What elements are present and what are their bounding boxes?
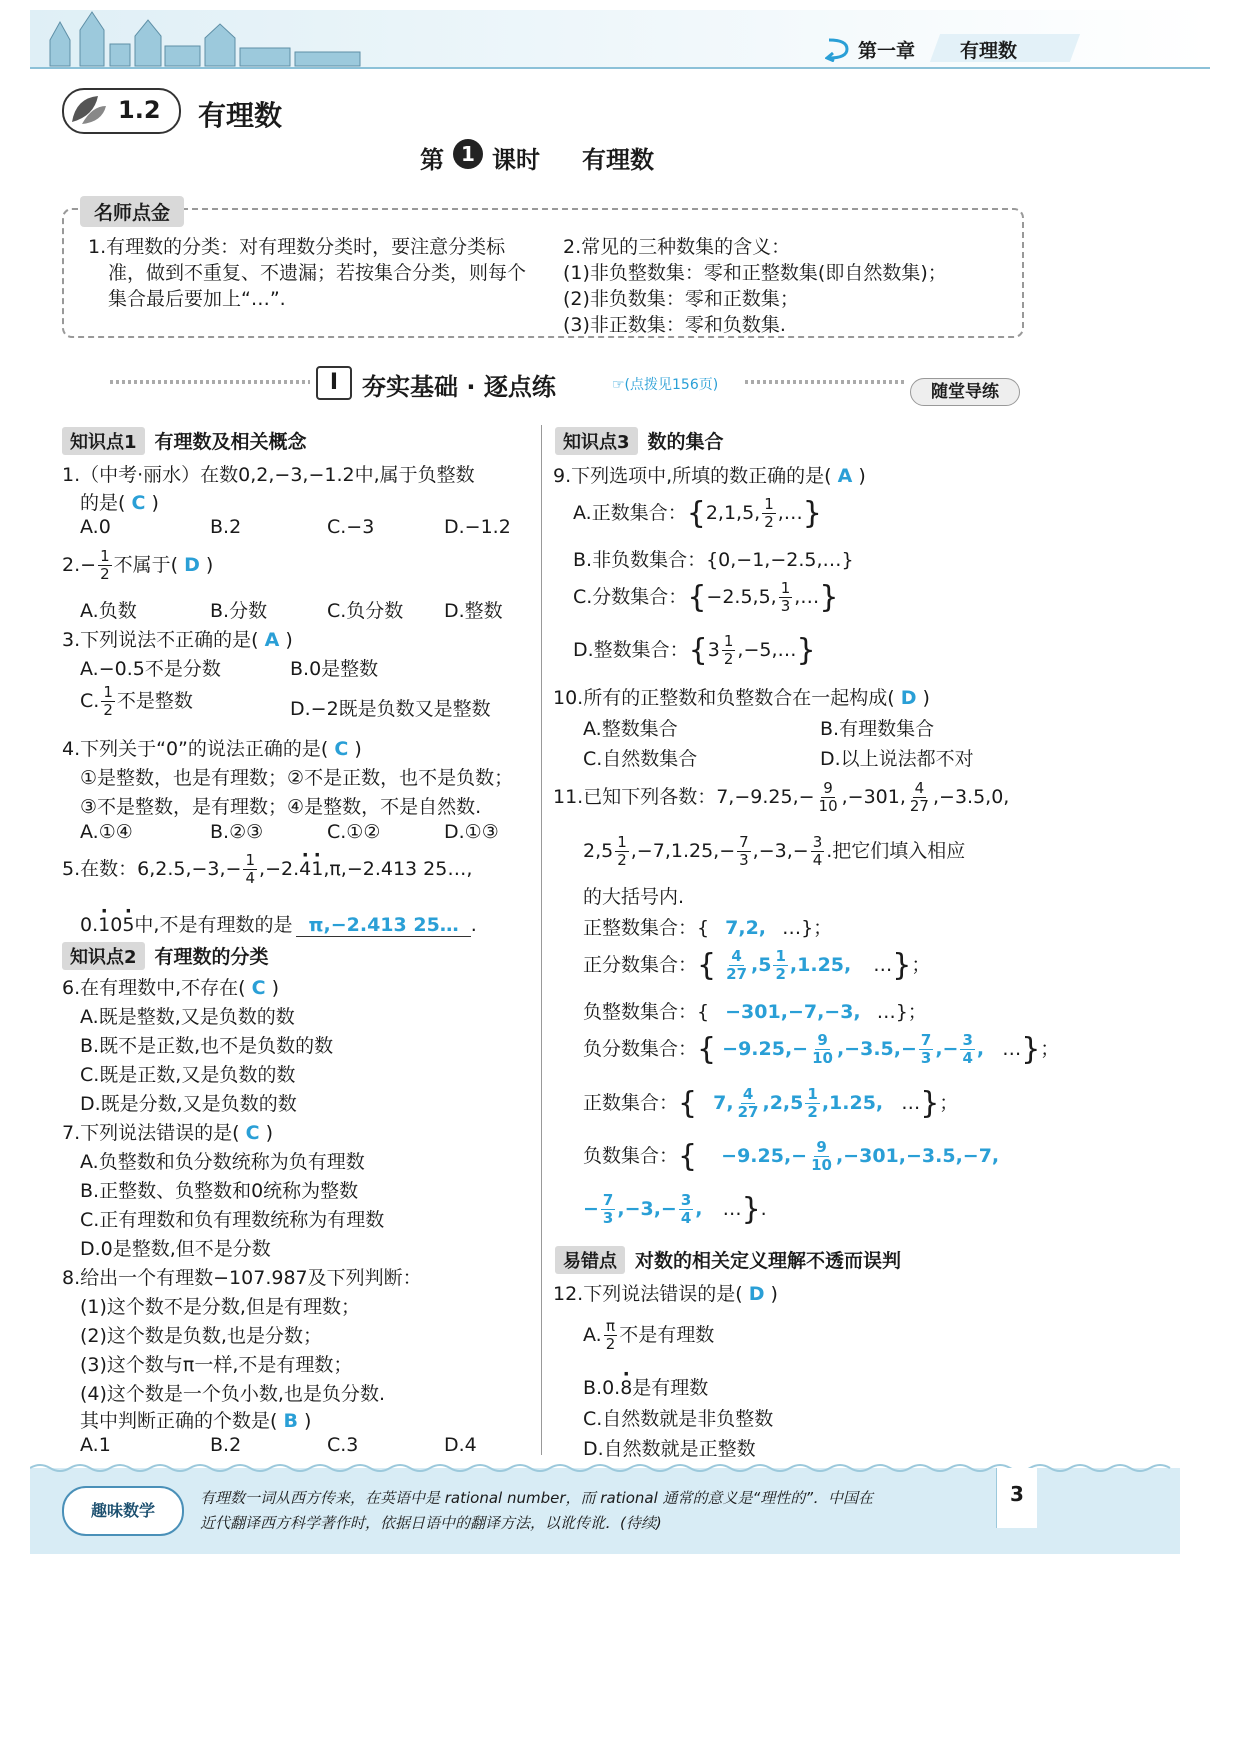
q11-neg-label: 负数集合： — [583, 1145, 679, 1167]
q12-b-repeat-digit: · 8 — [620, 1377, 632, 1399]
q3-opt-c-frac — [101, 684, 115, 719]
q9-c-num: 1 — [780, 579, 791, 597]
q11-f2-num: 4 — [914, 779, 925, 797]
q12-b-pre: B.0. — [583, 1377, 621, 1399]
tips-right-1: 2.常见的三种数集的含义： — [563, 236, 791, 258]
q2-opt-d: D.整数 — [444, 600, 503, 622]
q4-line1: ①是整数，也是有理数；②不是正数，也不是负数； — [80, 767, 514, 789]
q11-pf-frac-2 — [773, 948, 787, 983]
q12-opt-a — [583, 1318, 714, 1353]
q2-opt-b: B.分数 — [210, 600, 268, 622]
q9-d-brace-open: { — [688, 633, 708, 668]
q11-pos-frac-end: … — [873, 954, 893, 976]
q11-n-b: ,−301,−3.5,−7, — [835, 1145, 1000, 1167]
q11-n-frac-1 — [809, 1139, 834, 1174]
q9-opt-d — [573, 633, 816, 668]
q11-stem — [553, 780, 1009, 815]
q11-pos-int-label: 正整数集合：{ — [583, 917, 710, 939]
q2-opt-a: A.负数 — [80, 600, 137, 622]
q9-d-end: ,−5,… — [737, 639, 797, 661]
q3-opt-c-num: 1 — [103, 683, 113, 701]
kp3-label: 知识点3 — [555, 427, 638, 455]
q5-l2-repeat-digit-1: · 1 — [98, 914, 110, 936]
q3-answer: A — [264, 629, 280, 651]
q11-nf-b: ,−3.5,− — [836, 1038, 917, 1060]
q9-a-brace-close: } — [802, 496, 822, 531]
banner-line-left — [110, 380, 310, 384]
q10-stem-text: 10.所有的正整数和负整数合在一起构成( — [553, 687, 895, 709]
q6-opt-a: A.既是整数,又是负数的数 — [80, 1006, 295, 1028]
section-title: 有理数 — [198, 99, 283, 132]
q11-neg-int-label: 负整数集合：{ — [583, 1001, 710, 1023]
q3-opt-b: B.0是整数 — [290, 658, 379, 680]
q11-l2-mid: ,−7,1.25,− — [630, 840, 736, 862]
q9-d-frac — [722, 633, 736, 668]
kp1-title: 有理数及相关概念 — [154, 431, 307, 453]
q10-opt-b: B.有理数集合 — [820, 718, 935, 740]
q3-close: ) — [285, 629, 293, 651]
kp1-heading — [62, 427, 307, 455]
q4-opt-a: A.①④ — [80, 821, 133, 843]
q11-p-d1: 27 — [737, 1103, 759, 1121]
q9-c-brace-open: { — [687, 580, 707, 615]
q4-stem-text: 4.下列关于“0”的说法正确的是( — [62, 738, 329, 760]
q9-a-frac — [762, 496, 776, 531]
q1-stem2 — [80, 488, 159, 515]
q9-d-pre: D.整数集合： — [573, 639, 689, 661]
q9-c-den: 3 — [780, 597, 791, 615]
q12-opt-d: D.自然数就是正整数 — [583, 1438, 756, 1460]
q11-nf-frac-1 — [810, 1032, 835, 1067]
q11-neg-int-end: …}； — [876, 1001, 927, 1023]
q5-line2 — [80, 910, 477, 937]
q12-stem — [553, 1279, 778, 1306]
header-chapter: 第一章 — [858, 40, 916, 62]
q11-f3-num: 1 — [617, 833, 627, 851]
lesson-prefix: 第 — [420, 146, 444, 174]
q2-pre: 2.− — [62, 554, 97, 576]
q9-d-brace-close: } — [796, 633, 816, 668]
q1-opt-b: B.2 — [210, 516, 242, 538]
footer-text-1: 有理数一词从西方传来，在英语中是 rational number，而 rational 通常的意义是“理性的”．中国在 — [200, 1489, 874, 1507]
q11-neg-brace-open: { — [678, 1139, 698, 1174]
q11-p-frac-2 — [805, 1086, 819, 1121]
q12-opt-b — [583, 1373, 708, 1400]
q11-n2-d2: 4 — [680, 1209, 692, 1227]
q11-n2-c: , — [695, 1198, 703, 1220]
q10-opt-c: C.自然数集合 — [583, 748, 698, 770]
q11-nf-d3: 4 — [962, 1049, 973, 1067]
q5-repeat-digit-1: · 4 — [299, 858, 311, 880]
q11-neg-answer-2 — [583, 1191, 703, 1227]
q11-neg — [583, 1139, 999, 1174]
q11-f2-den: 27 — [909, 797, 929, 815]
q11-line3: 的大括号内. — [583, 886, 685, 908]
q5-frac-num: 1 — [245, 851, 256, 869]
header-chapter-title: 有理数 — [960, 40, 1018, 62]
q6-close: ) — [271, 977, 280, 999]
q11-f4-num: 7 — [739, 833, 749, 851]
q8-line-2: (2)这个数是负数,也是分数； — [80, 1325, 322, 1347]
q2-opt-c: C.负分数 — [327, 600, 404, 622]
q8-opt-c: C.3 — [327, 1434, 359, 1456]
q11-neg-answer — [721, 1138, 1000, 1174]
q7-opt-c: C.正有理数和负有理数统称为有理数 — [80, 1209, 385, 1231]
q7-answer: C — [245, 1122, 260, 1144]
q5-l2-mid: 0 — [110, 914, 123, 936]
q12-a-frac — [604, 1318, 618, 1353]
q12-close: ) — [770, 1283, 778, 1305]
q1-opt-c: C.−3 — [327, 516, 375, 538]
q9-opt-a — [573, 496, 822, 531]
q8-opt-d: D.4 — [444, 1434, 477, 1456]
q11-n2-a: − — [583, 1198, 599, 1220]
q11-p-b: ,2,5 — [762, 1092, 804, 1114]
q3-opt-c-den: 2 — [103, 701, 113, 719]
q5-end: . — [470, 914, 477, 936]
q11-neg-int — [583, 997, 927, 1024]
q11-pos-end: … — [901, 1092, 921, 1114]
q3-stem — [62, 625, 293, 652]
q11-frac-2 — [908, 780, 931, 815]
q7-close: ) — [265, 1122, 274, 1144]
page-number: 3 — [996, 1468, 1037, 1528]
q11-stem-pre: 11.已知下列各数：7,−9.25,− — [553, 786, 815, 808]
leaf-icon — [68, 92, 108, 131]
err-heading — [555, 1246, 901, 1274]
q5-frac — [243, 852, 257, 887]
q9-opt-b: B.非负数集合：{0,−1,−2.5,…} — [573, 549, 854, 571]
q11-nf-n3: 3 — [962, 1031, 973, 1049]
q11-neg-line2: − $\frac{7}{3}$ ,−3,− $\frac{3}{4}$ , …}. — [583, 1191, 767, 1227]
q9-c-pre: C.分数集合： — [573, 586, 688, 608]
q11-n-n1: 9 — [816, 1138, 827, 1156]
q11-mid2: ,−3.5,0, — [932, 786, 1010, 808]
banner-roman: I — [316, 366, 352, 400]
q9-a-brace-open: { — [686, 496, 706, 531]
footer-logo: 趣味数学 — [62, 1486, 184, 1536]
tips-right-3: (2)非负数集：零和正数集； — [563, 288, 799, 310]
q12-a-num: π — [605, 1317, 615, 1335]
q11-p-frac-1 — [736, 1086, 761, 1121]
q11-f3-den: 2 — [617, 851, 627, 869]
q8-opt-a: A.1 — [80, 1434, 111, 1456]
q2-frac-num: 1 — [100, 547, 110, 565]
q12-a-den: 2 — [605, 1335, 616, 1353]
q11-p-n1: 4 — [742, 1085, 754, 1103]
q2-answer: D — [184, 554, 200, 576]
q11-pf-post: ,1.25, — [789, 954, 852, 976]
q11-nf-n1: 9 — [817, 1031, 828, 1049]
q8-opt-b: B.2 — [210, 1434, 242, 1456]
q11-n-a: −9.25,− — [721, 1145, 808, 1167]
q6-answer: C — [251, 977, 266, 999]
q3-stem-text: 3.下列说法不正确的是( — [62, 629, 259, 651]
q11-p-n2: 1 — [807, 1085, 818, 1103]
q7-opt-b: B.正整数、负整数和0统称为整数 — [80, 1180, 359, 1202]
q11-frac-1 — [817, 780, 840, 815]
q9-d-den: 2 — [723, 650, 734, 668]
tips-right-4: (3)非正数集：零和负数集. — [563, 314, 786, 336]
lesson-suffix: 课时 — [492, 146, 540, 174]
kp2-heading — [62, 942, 269, 970]
q11-f1-den: 10 — [818, 797, 838, 815]
q8-line-4: (4)这个数是一个负小数,也是负分数. — [80, 1383, 385, 1405]
q9-a-set: 2,1,5, — [705, 502, 761, 524]
column-divider — [541, 425, 542, 1455]
q4-opt-d: D.①③ — [444, 821, 499, 843]
q5-l2-repeat-digit-2: · 5 — [122, 914, 134, 936]
q11-nf-c: ,− — [935, 1038, 959, 1060]
q1-stem2-text: 的是( — [80, 492, 126, 514]
kp3-heading — [555, 427, 724, 455]
q10-answer: D — [900, 687, 917, 709]
tips-label: 名师点金 — [80, 196, 184, 227]
q7-opt-a: A.负整数和负分数统称为负有理数 — [80, 1151, 365, 1173]
q6-stem-text: 6.在有理数中,不存在( — [62, 977, 246, 999]
q8-stem: 8.给出一个有理数−107.987及下列判断： — [62, 1267, 422, 1289]
q5-l2-post: 中,不是有理数的是 — [134, 914, 293, 936]
q12-stem-text: 12.下列说法错误的是( — [553, 1283, 743, 1305]
kp2-label: 知识点2 — [62, 942, 145, 970]
q11-neg-frac: 负分数集合：{ −9.25,− $\frac{9}{10}$ ,−3.5,− $\frac{7}{3}$ ,− $\frac{3}{4}$ , …}； — [583, 1031, 1060, 1067]
q9-stem — [553, 461, 866, 488]
q6-opt-b: B.既不是正数,也不是负数的数 — [80, 1035, 334, 1057]
q11-p-d2: 2 — [807, 1103, 818, 1121]
q8-line-3: (3)这个数与π一样,不是有理数； — [80, 1354, 353, 1376]
q5-post: ,π,−2.413 25…, — [323, 858, 473, 880]
q4-answer: C — [334, 738, 349, 760]
q10-close: ) — [922, 687, 930, 709]
q5-answer: π,−2.413 25… — [308, 914, 459, 936]
q4-line2: ③不是整数，是有理数；④是整数，不是自然数. — [80, 796, 482, 818]
q4-stem — [62, 734, 362, 761]
q11-pf-frac-1 — [724, 948, 749, 983]
q9-close: ) — [858, 465, 866, 487]
q9-a-den: 2 — [764, 513, 774, 531]
banner-line-right — [745, 380, 905, 384]
q8-last-text: 其中判断正确的个数是( — [80, 1410, 278, 1432]
q9-c-end: ,… — [794, 586, 820, 608]
banner-tag: 随堂导练 — [910, 378, 1020, 406]
q11-f5-num: 3 — [812, 833, 823, 851]
q11-l2-mid2: ,−3,− — [752, 840, 809, 862]
q11-pos-label: 正数集合： — [583, 1092, 679, 1114]
q9-opt-c — [573, 580, 838, 615]
q11-nf-frac-2 — [919, 1032, 933, 1067]
tips-left-3: 集合最后要加上“…”. — [108, 288, 286, 310]
q9-a-pre: A.正数集合： — [573, 502, 687, 524]
q1-stem: 1.（中考·丽水）在数0,2,−3,−1.2中,属于负整数 — [62, 464, 475, 486]
q11-pos-int — [583, 913, 832, 940]
q9-c-frac — [779, 580, 793, 615]
q11-frac-4 — [737, 834, 751, 869]
header-arrow-icon — [825, 36, 851, 67]
section-number: 1.2 — [118, 96, 161, 124]
q11-pf-d2: 2 — [775, 965, 786, 983]
q3-opt-a: A.−0.5不是分数 — [80, 658, 221, 680]
q11-n2-n2: 3 — [680, 1191, 692, 1209]
q12-a-pre: A. — [583, 1324, 602, 1346]
q11-neg-end: … — [722, 1198, 742, 1220]
kp1-label: 知识点1 — [62, 427, 145, 455]
q10-opt-d: D.以上说法都不对 — [820, 748, 974, 770]
q2-close: ) — [205, 554, 214, 576]
q9-d-num: 1 — [723, 632, 734, 650]
q3-opt-c — [80, 684, 193, 719]
q11-pos-brace-open: { — [678, 1086, 698, 1121]
q11-mid1: ,−301, — [841, 786, 906, 808]
q11-frac-3 — [615, 834, 629, 869]
q11-f1-num: 9 — [823, 779, 833, 797]
q2-stem-text: 不属于( — [113, 554, 179, 576]
q5-l2-pre: 0. — [80, 914, 99, 936]
q11-pos-frac-answer — [722, 947, 852, 983]
q11-nf-frac-3 — [960, 1032, 974, 1067]
q4-close: ) — [354, 738, 362, 760]
q12-a-post: 不是有理数 — [619, 1324, 715, 1346]
q1-opt-d: D.−1.2 — [444, 516, 511, 538]
q5-stem — [62, 852, 472, 887]
q2-stem — [62, 548, 213, 583]
q7-stem — [62, 1118, 273, 1145]
q1-opt-a: A.0 — [80, 516, 111, 538]
q11-line2 — [583, 834, 965, 869]
tips-left-2: 准，做到不重复、不遗漏；若按集合分类，则每个 — [108, 262, 527, 284]
q11-p-a: 7, — [713, 1092, 734, 1114]
q9-c-set: −2.5,5, — [706, 586, 777, 608]
q7-opt-d: D.0是整数,但不是分数 — [80, 1238, 271, 1260]
q11-n2-n1: 7 — [602, 1191, 614, 1209]
q5-repeat-digit-2: · 1 — [311, 858, 323, 880]
q7-stem-text: 7.下列说法错误的是( — [62, 1122, 240, 1144]
q11-f5-den: 4 — [812, 851, 823, 869]
err-title: 对数的相关定义理解不透而误判 — [635, 1250, 902, 1272]
q11-neg-frac-label: 负分数集合： — [583, 1038, 698, 1060]
lesson-number-badge: 1 — [453, 139, 483, 169]
lesson-title: 有理数 — [582, 146, 654, 174]
q11-pos-int-answer: 7,2, — [725, 917, 767, 939]
q11-l2-post: .把它们填入相应 — [826, 840, 966, 862]
q11-pos-brace-close: } — [920, 1086, 940, 1121]
q11-pos-frac-brace-open: { — [697, 948, 717, 983]
q3-opt-c-post: 不是整数 — [116, 690, 193, 712]
tips-right-2: (1)非负整数集：零和正整数集(即自然数集)； — [563, 262, 947, 284]
q12-b-post: 是有理数 — [632, 1377, 709, 1399]
q9-a-end: ,… — [777, 502, 803, 524]
q9-a-num: 1 — [764, 495, 774, 513]
q5-answer-blank — [296, 914, 470, 937]
q11-pos-int-end: …}； — [782, 917, 833, 939]
q11-nf-a: −9.25,− — [722, 1038, 809, 1060]
q11-pf-mid: ,5 — [751, 954, 772, 976]
q9-stem-text: 9.下列选项中,所填的数正确的是( — [553, 465, 832, 487]
q8-line-1: (1)这个数不是分数,但是有理数； — [80, 1296, 360, 1318]
q11-neg-brace-close: } — [741, 1192, 761, 1227]
kp3-title: 数的集合 — [647, 431, 724, 453]
q11-n2-frac-2 — [679, 1192, 693, 1227]
q9-answer: A — [837, 465, 853, 487]
q11-pf-d1: 27 — [726, 965, 748, 983]
banner-ref: ☞(点拨见156页) — [612, 377, 719, 393]
q11-nf-d1: 10 — [812, 1049, 833, 1067]
q6-opt-d: D.既是分数,又是负数的数 — [80, 1093, 297, 1115]
q9-d-set: 3 — [707, 639, 720, 661]
q11-l2-pre: 2,5 — [583, 840, 614, 862]
q4-opt-c: C.①② — [327, 821, 381, 843]
q11-p-c: ,1.25, — [821, 1092, 884, 1114]
q3-opt-d: D.−2既是负数又是整数 — [290, 698, 491, 720]
q5-frac-den: 4 — [245, 869, 256, 887]
q8-answer: B — [283, 1410, 298, 1432]
q2-frac-den: 2 — [100, 565, 110, 583]
q11-frac-5 — [811, 834, 825, 869]
q11-pos-frac-label: 正分数集合： — [583, 954, 698, 976]
q11-pf-n2: 1 — [775, 947, 786, 965]
q5-pre: 5.在数：6,2.5,−3,− — [62, 858, 242, 880]
q11-nf-d2: 3 — [920, 1049, 932, 1067]
q8-last — [80, 1406, 311, 1433]
kp2-title: 有理数的分类 — [154, 946, 269, 968]
q11-neg-frac-brace-open: { — [697, 1032, 717, 1067]
q11-neg-frac-brace-close: } — [1021, 1032, 1041, 1067]
q11-neg-int-answer: −301,−7,−3, — [725, 1001, 861, 1023]
q11-pos: 正数集合：{ 7, $\frac{4}{27}$ ,2,5 $\frac{1}{2}$ ,1.25, …}； — [583, 1085, 959, 1121]
banner-title: 夯实基础 · 逐点练 — [362, 373, 556, 401]
q5-mid: ,−2. — [259, 858, 300, 880]
q11-pos-frac: 正分数集合：{ $\frac{4}{27}$ ,5 $\frac{1}{2}$ ,1.25, …}； — [583, 947, 931, 983]
q11-pos-frac-brace-close: } — [892, 948, 912, 983]
q11-nf-n2: 7 — [920, 1031, 932, 1049]
q6-opt-c: C.既是正数,又是负数的数 — [80, 1064, 296, 1086]
q10-stem — [553, 683, 930, 710]
q6-stem — [62, 973, 279, 1000]
q11-nf-post: , — [976, 1038, 985, 1060]
q10-opt-a: A.整数集合 — [583, 718, 678, 740]
q1-answer: C — [131, 492, 146, 514]
q11-n-d1: 10 — [811, 1156, 832, 1174]
q2-fraction — [98, 548, 112, 583]
q1-close: ) — [151, 492, 159, 514]
q11-f4-den: 3 — [739, 851, 749, 869]
q12-answer: D — [748, 1283, 765, 1305]
footer-text-2: 近代翻译西方科学著作时，依据日语中的翻译方法，以讹传讹．(待续) — [200, 1514, 662, 1532]
q3-opt-c-pre: C. — [80, 690, 100, 712]
q11-pos-answer — [713, 1085, 884, 1121]
q4-opt-b: B.②③ — [210, 821, 264, 843]
q11-neg-frac-end: … — [1002, 1038, 1022, 1060]
q9-c-brace-close: } — [819, 580, 839, 615]
q11-n2-frac-1 — [601, 1192, 615, 1227]
q11-pf-n1: 4 — [731, 947, 742, 965]
tips-left-1: 1.有理数的分类：对有理数分类时，要注意分类标 — [88, 236, 506, 258]
q8-close: ) — [304, 1410, 312, 1432]
err-label: 易错点 — [555, 1246, 625, 1274]
q12-opt-c: C.自然数就是非负整数 — [583, 1408, 774, 1430]
q11-n2-b: ,−3,− — [617, 1198, 677, 1220]
q11-n2-d1: 3 — [602, 1209, 614, 1227]
